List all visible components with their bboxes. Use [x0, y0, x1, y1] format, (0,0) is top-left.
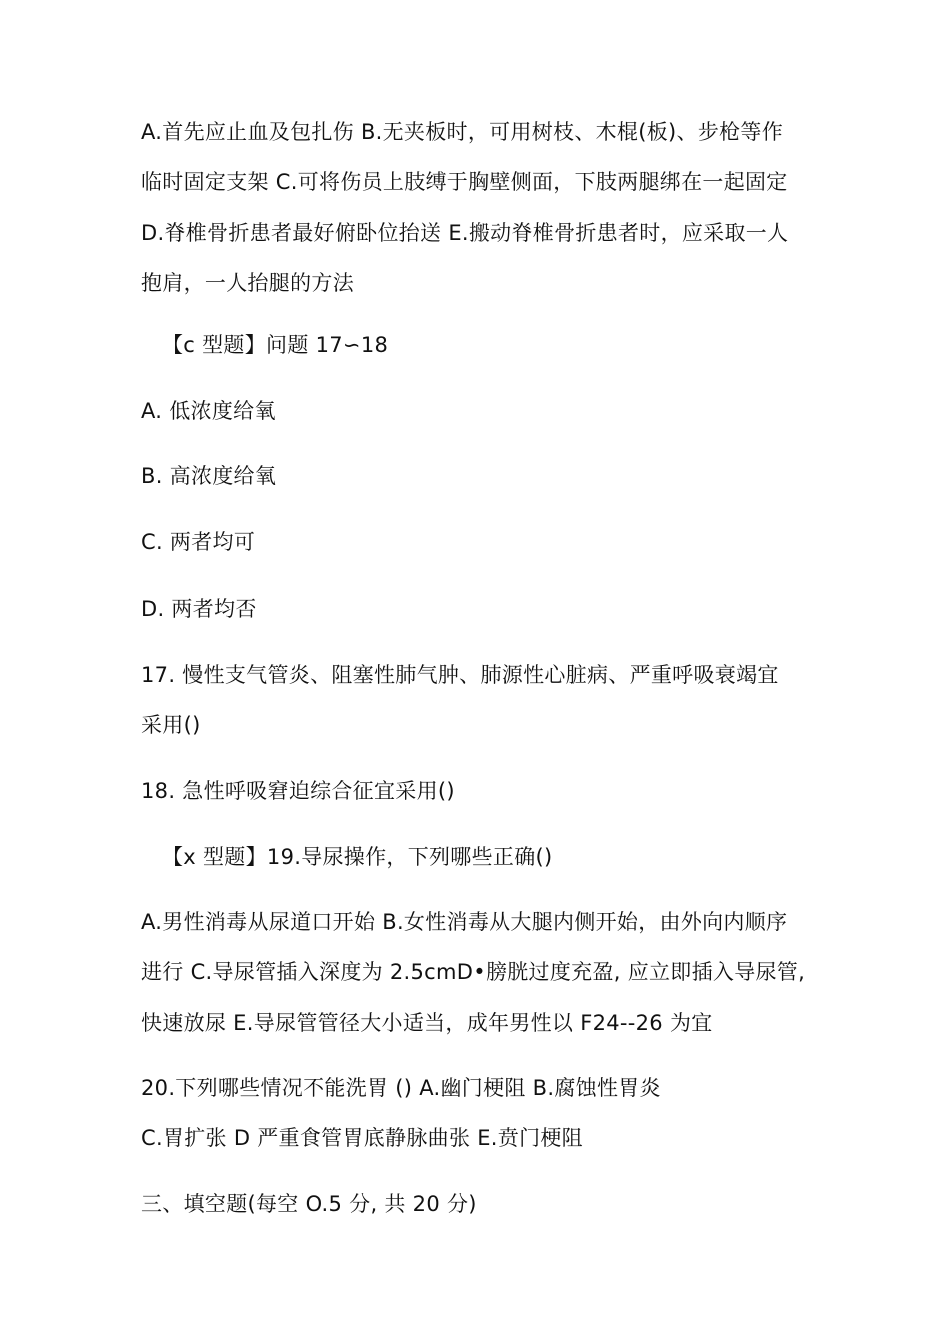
question-20-line-1: 20.下列哪些情况不能洗胃 () A.幽门梗阻 B.腐蚀性胃炎: [141, 1076, 661, 1100]
question-17-line-1: 17. 慢性支气管炎、阻塞性肺气肿、肺源性心脏病、严重呼吸衰竭宜: [141, 663, 779, 687]
option-a: A. 低浓度给氧: [141, 399, 276, 423]
x-type-heading: 【x 型题】19.导尿操作，下列哪些正确(): [162, 845, 553, 869]
question-18: 18. 急性呼吸窘迫综合征宜采用(): [141, 779, 455, 803]
c-type-heading: 【c 型题】问题 17∽18: [162, 333, 389, 357]
para-a-line-3: D.脊椎骨折患者最好俯卧位抬送 E.搬动脊椎骨折患者时，应采取一人: [141, 221, 789, 245]
para-a-line-4: 抱肩，一人抬腿的方法: [141, 271, 354, 295]
question-19-line-2: 进行 C.导尿管插入深度为 2.5cmD•膀胱过度充盈, 应立即插入导尿管,: [141, 960, 806, 984]
question-19-line-3: 快速放尿 E.导尿管管径大小适当，成年男性以 F24--26 为宜: [141, 1011, 713, 1035]
question-19-line-1: A.男性消毒从尿道口开始 B.女性消毒从大腿内侧开始，由外向内顺序: [141, 910, 788, 934]
section-three-heading: 三、填空题(每空 O.5 分, 共 20 分): [141, 1192, 477, 1216]
question-20-line-2: C.胃扩张 D 严重食管胃底静脉曲张 E.贲门梗阻: [141, 1126, 583, 1150]
question-17-line-2: 采用(): [141, 713, 201, 737]
para-a-line-2: 临时固定支架 C.可将伤员上肢缚于胸壁侧面，下肢两腿绑在一起固定: [141, 170, 788, 194]
option-b: B. 高浓度给氧: [141, 464, 277, 488]
option-d: D. 两者均否: [141, 597, 257, 621]
para-a-line-1: A.首先应止血及包扎伤 B.无夹板时，可用树枝、木棍(板)、步枪等作: [141, 120, 784, 144]
option-c: C. 两者均可: [141, 530, 256, 554]
